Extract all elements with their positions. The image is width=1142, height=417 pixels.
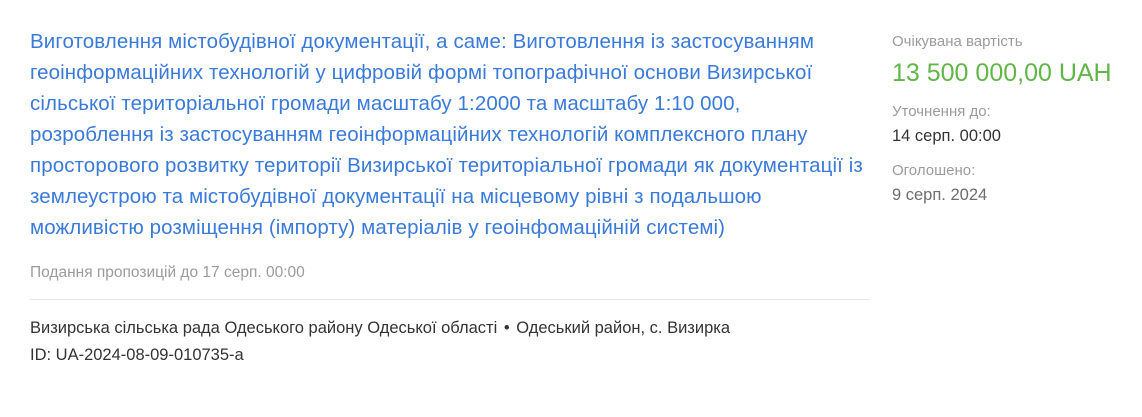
tender-main-column — [30, 26, 870, 367]
announced-label: Оголошено: — [892, 162, 976, 179]
organizer-location: Одеський район, с. Визирка — [516, 319, 731, 337]
organizer-name: Визирська сільська рада Одеського району Одеської області — [30, 319, 498, 337]
expected-cost-value: 13 500 000,00 UAH — [892, 59, 1112, 87]
tender-meta-column — [870, 26, 1128, 206]
card-divider — [30, 299, 870, 300]
announced-value: 9 серп. 2024 — [892, 186, 988, 204]
tender-title-link[interactable]: Виготовлення містобудівної документації, а саме: Виготовлення із застосуванням геоінформаційних технологій у цифровій формі топографічної основи Визирської сільської територіальної громади масштабу 1:2000 та масштабу 1:10 000, розроблення із застосуванням геоінформаційних технологій комплексного плану просторового розвитку території Визирської територіальної громади як документації із землеустрою та містобудівної документації на місцевому рівні з подальшою можливістю розміщення (імпорту) матеріалів у геоінфомаційній системі) — [30, 30, 863, 239]
submission-deadline-note: Подання пропозицій до 17 серп. 00:00 — [30, 264, 305, 281]
clarification-deadline-label: Уточнення до: — [892, 103, 991, 120]
organizer-location-separator: • — [503, 319, 510, 337]
tender-id: ID: UA-2024-08-09-010735-a — [30, 346, 244, 364]
tender-organizer-row — [30, 316, 870, 340]
clarification-deadline-value: 14 серп. 00:00 — [892, 127, 1001, 145]
expected-cost-label: Очікувана вартість — [892, 33, 1023, 50]
